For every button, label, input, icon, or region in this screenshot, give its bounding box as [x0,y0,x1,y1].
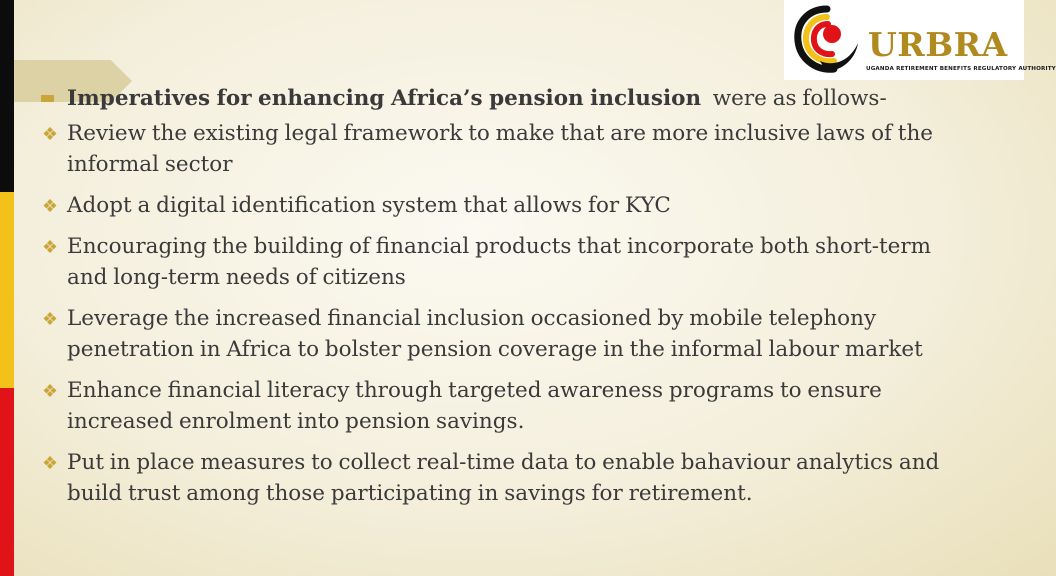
diamond-bullet-icon [40,303,62,334]
diamond-bullet-icon [40,118,62,149]
list-item [40,447,950,509]
logo-wordmark: URBRA [868,25,1008,64]
list-item-text: Encouraging the building of financial products that incorporate both short-term and long-term needs of citizens [67,234,932,290]
list-item-text: Enhance financial literacy through targeted awareness programs to ensure increased enrolment into pension savings. [67,378,882,434]
flag-stripe-black [0,0,14,192]
list-item-text: Put in place measures to collect real-time data to enable bahaviour analytics and build trust among those participating in savings for retirement. [67,450,940,506]
flag-stripe-yellow [0,192,14,388]
diamond-bullet-icon [40,375,62,406]
heading-bold-text: Imperatives for enhancing Africa’s pension inclusion [67,86,702,111]
list-item [40,375,950,437]
logo-subtitle: UGANDA RETIREMENT BENEFITS REGULATORY AUTHORITY [866,66,1056,72]
heading-rest-text: were as follows- [712,86,887,111]
list-item [40,303,950,365]
diamond-bullet-icon [40,231,62,262]
urbra-logo [784,0,1056,80]
diamond-bullet-icon [40,190,62,221]
list-item [40,231,950,293]
list-item-text: Leverage the increased financial inclusion occasioned by mobile telephony penetration in Africa to bolster pension coverage in the informal labour market [67,306,923,362]
square-bullet-icon [40,83,62,114]
list-item [40,190,950,221]
list-item-text: Review the existing legal framework to make that are more inclusive laws of the informal sector [67,121,934,177]
flag-stripe-red [0,388,14,576]
list-item-text: Adopt a digital identification system that allows for KYC [67,193,671,218]
heading-line [40,83,950,114]
urbra-emblem-icon [790,3,864,77]
slide-content [40,83,950,519]
list-item [40,118,950,180]
diamond-bullet-icon [40,447,62,478]
